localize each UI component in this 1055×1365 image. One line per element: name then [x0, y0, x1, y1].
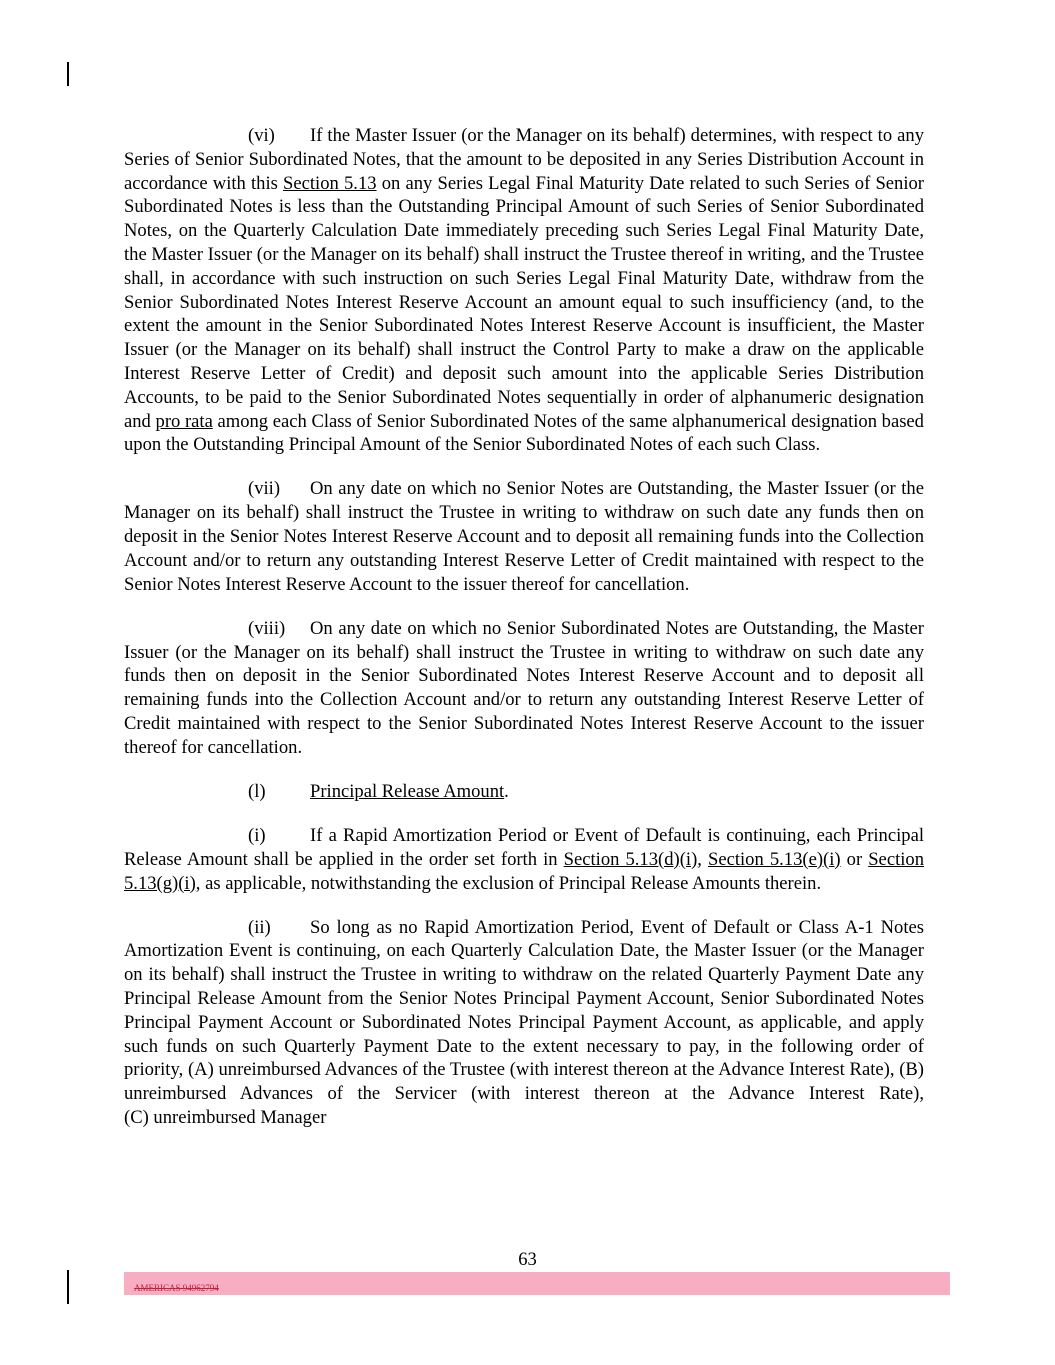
footer-band	[124, 1272, 950, 1295]
paragraph-vi	[124, 124, 924, 457]
paragraph-text: On any date on which no Senior Subordinated Notes are Outstanding, the Master Issuer (or the Manager on its behalf) shall instruct the Trustee in writing to withdraw on such date any funds then on deposit in the Senior Subordinated Notes Interest Reserve Account and to deposit all remaining funds into the Collection Account and/or to return any outstanding Interest Reserve Letter of Credit maintained with respect to the Senior Subordinated Notes Interest Reserve Account to the issuer thereof for cancellation.	[124, 617, 924, 758]
document-id: AMERICAS 94962794	[134, 1283, 219, 1293]
heading-title: Principal Release Amount	[310, 780, 505, 802]
paragraph-text: on any Series Legal Final Maturity Date related to such Series of Senior Subordinated Notes is less than the Outstanding Principal Amount of such Series of Senior Subordinated Notes, on the Quarterly Calculation Date immediately preceding such Series Legal Final Maturity Date, the Master Issuer (or the Manager on its behalf) shall instruct the Trustee thereof in writing, and the Trustee shall, in accordance with such instruction on such Series Legal Final Maturity Date, withdraw from the Senior Subordinated Notes Interest Reserve Account an amount equal to such insufficiency (and, to the extent the amount in the Senior Subordinated Notes Interest Reserve Account is insufficient, the Master Issuer (or the Manager on its behalf) shall instruct the Control Party to make a draw on the applicable Interest Reserve Letter of Credit) and deposit such amount into the applicable Series Distribution Accounts, to be paid to the Senior Subordinated Notes sequentially in order of alphanumeric designation and	[124, 172, 924, 432]
section-heading-l	[124, 780, 924, 804]
paragraph-number: (i)	[248, 824, 266, 846]
paragraph-text: ,	[697, 848, 708, 870]
paragraph-text: So long as no Rapid Amortization Period, Event of Default or Class A-1 Notes Amortization Event is continuing, on each Quarterly Calculation Date, the Master Issuer (or the Manager on its behalf) shall instruct the Trustee in writing to withdraw on the related Quarterly Payment Date any Principal Release Amount from the Senior Notes Principal Payment Account, Senior Subordinated Notes Principal Payment Account or Subordinated Notes Principal Payment Account, as applicable, and apply such funds on such Quarterly Payment Date to the extent necessary to pay, in the following order of priority, (A) unreimbursed Advances of the Trustee (with interest thereon at the Advance Interest Rate), (B) unreimbursed Advances of the Servicer (with interest thereon at the Advance Interest Rate), (C) unreimbursed Manager	[124, 916, 924, 1128]
page-number: 63	[518, 1249, 537, 1270]
pro-rata-term: pro rata	[155, 410, 213, 432]
paragraph-number: (ii)	[248, 916, 271, 938]
paragraph-text: or	[840, 848, 869, 870]
paragraph-number: (vi)	[248, 125, 275, 146]
paragraph-text: , as applicable, notwithstanding the exclusion of Principal Release Amounts therein.	[195, 872, 822, 894]
revision-bar-bottom	[67, 1270, 69, 1304]
heading-punctuation: .	[504, 780, 509, 802]
section-reference: Section 5.13	[283, 172, 377, 194]
heading-number: (l)	[248, 780, 266, 802]
section-reference: Section 5.13(g)(i)	[124, 848, 924, 894]
paragraph-text: On any date on which no Senior Notes are Outstanding, the Master Issuer (or the Manager on its behalf) shall instruct the Trustee in writing to withdraw on such date any funds then on deposit in the Senior Notes Interest Reserve Account and to deposit all remaining funds into the Collection Account and/or to return any outstanding Interest Reserve Letter of Credit maintained with respect to the Senior Notes Interest Reserve Account to the issuer thereof for cancellation.	[124, 478, 924, 595]
revision-bar-top	[67, 62, 69, 86]
paragraph-text: among each Class of Senior Subordinated Notes of the same alphanumerical designation based upon the Outstanding Principal Amount of the Senior Subordinated Notes of each such Class.	[124, 410, 924, 456]
paragraph-text: If a Rapid Amortization Period or Event of Default is continuing, each Principal Release Amount shall be applied in the order set forth in	[124, 824, 924, 870]
paragraph-i	[124, 824, 924, 895]
section-reference: Section 5.13(e)(i)	[708, 848, 841, 870]
section-reference: Section 5.13(d)(i)	[563, 848, 698, 870]
paragraph-ii	[124, 916, 924, 1130]
paragraph-vii	[124, 477, 924, 596]
paragraph-number: (viii)	[248, 617, 286, 639]
paragraph-viii	[124, 617, 924, 760]
paragraph-number: (vii)	[248, 478, 281, 500]
paragraph-text: If the Master Issuer (or the Manager on its behalf) determines, with respect to any Series of Senior Subordinated Notes, that the amount to be deposited in any Series Distribution Account in accordance with this	[124, 125, 924, 194]
document-body	[124, 124, 924, 1150]
